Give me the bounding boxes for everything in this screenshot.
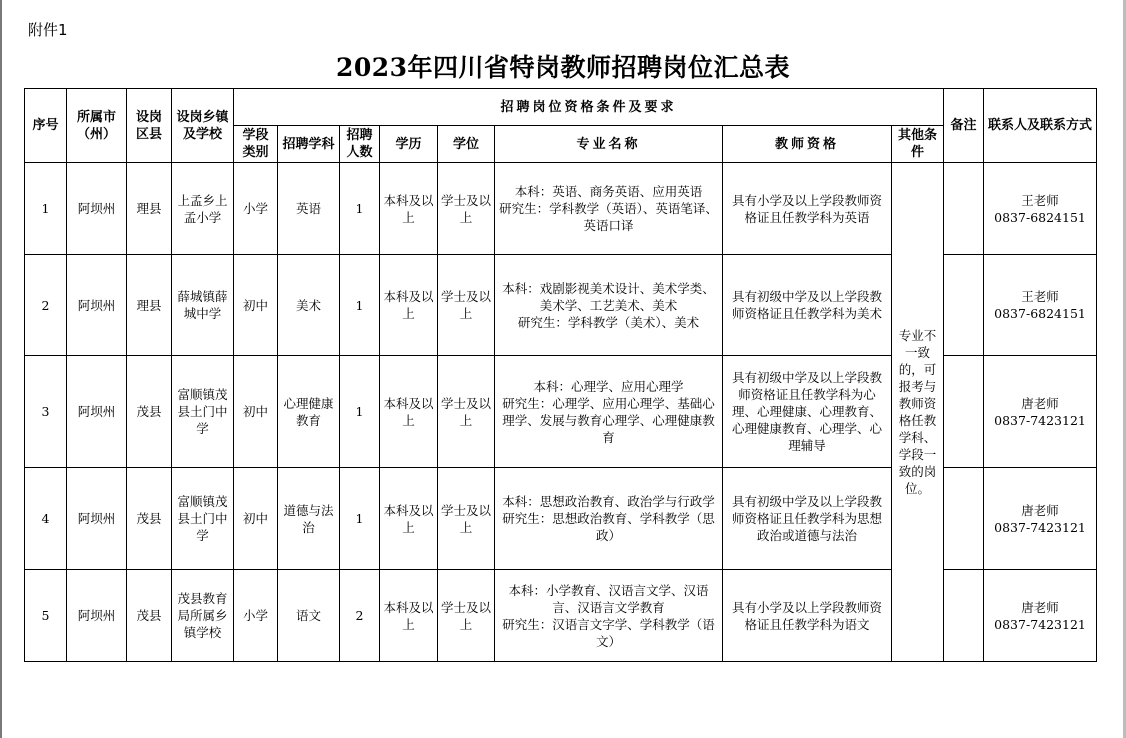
cell-stage: 初中 xyxy=(234,255,278,356)
cell-subject: 英语 xyxy=(278,163,340,255)
contact-phone: 0837-6824151 xyxy=(994,209,1086,225)
cell-contact xyxy=(984,356,1097,468)
cell-serial: 1 xyxy=(25,163,67,255)
contact-phone: 0837-7423121 xyxy=(994,412,1086,428)
cell-remark xyxy=(944,570,984,662)
cell-school: 富顺镇茂县土门中学 xyxy=(172,356,234,468)
cell-education: 本科及以上 xyxy=(380,570,438,662)
cell-other-conditions: 专业不一致的，可报考与教师资格任教学科、学段一致的岗位。 xyxy=(892,163,944,662)
cell-contact xyxy=(984,255,1097,356)
cell-serial: 5 xyxy=(25,570,67,662)
cell-major: 本科：英语、商务英语、应用英语 研究生：学科教学（英语）、英语笔译、英语口译 xyxy=(495,163,723,255)
cell-qualification: 具有初级中学及以上学段教师资格证且任教学科为思想政治或道德与法治 xyxy=(723,468,892,570)
contact-name: 唐老师 xyxy=(1021,599,1059,615)
cell-stage: 小学 xyxy=(234,163,278,255)
cell-serial: 4 xyxy=(25,468,67,570)
cell-qualification: 具有小学及以上学段教师资格证且任教学科为英语 xyxy=(723,163,892,255)
cell-count: 1 xyxy=(340,356,380,468)
contact-name: 唐老师 xyxy=(1021,395,1059,411)
document-title: 2023年四川省特岗教师招聘岗位汇总表 xyxy=(335,53,791,82)
header-other: 其他条件 xyxy=(892,126,944,163)
cell-subject: 美术 xyxy=(278,255,340,356)
header-subject: 招聘学科 xyxy=(278,126,340,163)
window-left-border xyxy=(0,0,2,738)
table-row xyxy=(25,163,1097,255)
contact-phone: 0837-7423121 xyxy=(994,519,1086,535)
cell-qualification: 具有初级中学及以上学段教师资格证且任教学科为美术 xyxy=(723,255,892,356)
cell-major: 本科：戏剧影视美术设计、美术学类、美术学、工艺美术、美术 研究生：学科教学（美术）、美术 xyxy=(495,255,723,356)
cell-contact xyxy=(984,163,1097,255)
cell-stage: 初中 xyxy=(234,468,278,570)
contact-name: 唐老师 xyxy=(1021,502,1059,518)
cell-degree: 学士及以上 xyxy=(438,356,495,468)
header-count: 招聘人数 xyxy=(340,126,380,163)
contact-name: 王老师 xyxy=(1021,192,1059,208)
cell-city: 阿坝州 xyxy=(67,163,127,255)
cell-city: 阿坝州 xyxy=(67,356,127,468)
contact-name: 王老师 xyxy=(1021,289,1059,304)
cell-county: 理县 xyxy=(127,163,172,255)
header-contact: 联系人及联系方式 xyxy=(984,89,1097,163)
header-city: 所属市（州） xyxy=(67,89,127,163)
cell-degree: 学士及以上 xyxy=(438,255,495,356)
cell-county: 理县 xyxy=(127,255,172,356)
cell-city: 阿坝州 xyxy=(67,468,127,570)
header-qualification: 教师资格 xyxy=(723,126,892,163)
attachment-label: 附件1 xyxy=(28,21,68,39)
cell-remark xyxy=(944,356,984,468)
header-education: 学历 xyxy=(380,126,438,163)
cell-county: 茂县 xyxy=(127,570,172,662)
cell-degree: 学士及以上 xyxy=(438,163,495,255)
cell-subject: 心理健康教育 xyxy=(278,356,340,468)
cell-contact xyxy=(984,468,1097,570)
cell-major: 本科：小学教育、汉语言文学、汉语言、汉语言文学教育 研究生：汉语言文字学、学科教学（语文） xyxy=(495,570,723,662)
cell-qualification: 具有初级中学及以上学段教师资格证且任教学科为心理、心理健康、心理教育、心理健康教育、心理学、心理辅导 xyxy=(723,356,892,468)
cell-education: 本科及以上 xyxy=(380,163,438,255)
cell-major: 本科：心理学、应用心理学 研究生：心理学、应用心理学、基础心理学、发展与教育心理学、心理健康教育 xyxy=(495,356,723,468)
cell-county: 茂县 xyxy=(127,356,172,468)
cell-serial: 2 xyxy=(25,255,67,356)
cell-school: 上孟乡上孟小学 xyxy=(172,163,234,255)
cell-city: 阿坝州 xyxy=(67,255,127,356)
cell-stage: 初中 xyxy=(234,356,278,468)
cell-qualification: 具有小学及以上学段教师资格证且任教学科为语文 xyxy=(723,570,892,662)
recruitment-table xyxy=(24,88,1097,662)
cell-remark xyxy=(944,468,984,570)
cell-degree: 学士及以上 xyxy=(438,570,495,662)
cell-education: 本科及以上 xyxy=(380,255,438,356)
header-degree: 学位 xyxy=(438,126,495,163)
cell-count: 1 xyxy=(340,255,380,356)
cell-remark xyxy=(944,255,984,356)
cell-school: 薛城镇薛城中学 xyxy=(172,255,234,356)
cell-serial: 3 xyxy=(25,356,67,468)
cell-major: 本科：思想政治教育、政治学与行政学 研究生：思想政治教育、学科教学（思政） xyxy=(495,468,723,570)
cell-count: 1 xyxy=(340,163,380,255)
cell-degree: 学士及以上 xyxy=(438,468,495,570)
contact-phone: 0837-7423121 xyxy=(994,616,1086,632)
header-county: 设岗区县 xyxy=(127,89,172,163)
header-stage: 学段类别 xyxy=(234,126,278,163)
cell-city: 阿坝州 xyxy=(67,570,127,662)
cell-contact xyxy=(984,570,1097,662)
header-serial: 序号 xyxy=(25,89,67,163)
cell-count: 2 xyxy=(340,570,380,662)
cell-stage: 小学 xyxy=(234,570,278,662)
cell-county: 茂县 xyxy=(127,468,172,570)
cell-subject: 语文 xyxy=(278,570,340,662)
header-major: 专业名称 xyxy=(495,126,723,163)
contact-phone: 0837-6824151 xyxy=(994,306,1086,321)
header-remark: 备注 xyxy=(944,89,984,163)
cell-education: 本科及以上 xyxy=(380,468,438,570)
header-row-top xyxy=(25,89,1097,126)
header-school: 设岗乡镇及学校 xyxy=(172,89,234,163)
cell-school: 富顺镇茂县土门中学 xyxy=(172,468,234,570)
cell-count: 1 xyxy=(340,468,380,570)
cell-school: 茂县教育局所属乡镇学校 xyxy=(172,570,234,662)
cell-subject: 道德与法治 xyxy=(278,468,340,570)
cell-education: 本科及以上 xyxy=(380,356,438,468)
header-requirements: 招聘岗位资格条件及要求 xyxy=(234,89,944,126)
cell-remark xyxy=(944,163,984,255)
